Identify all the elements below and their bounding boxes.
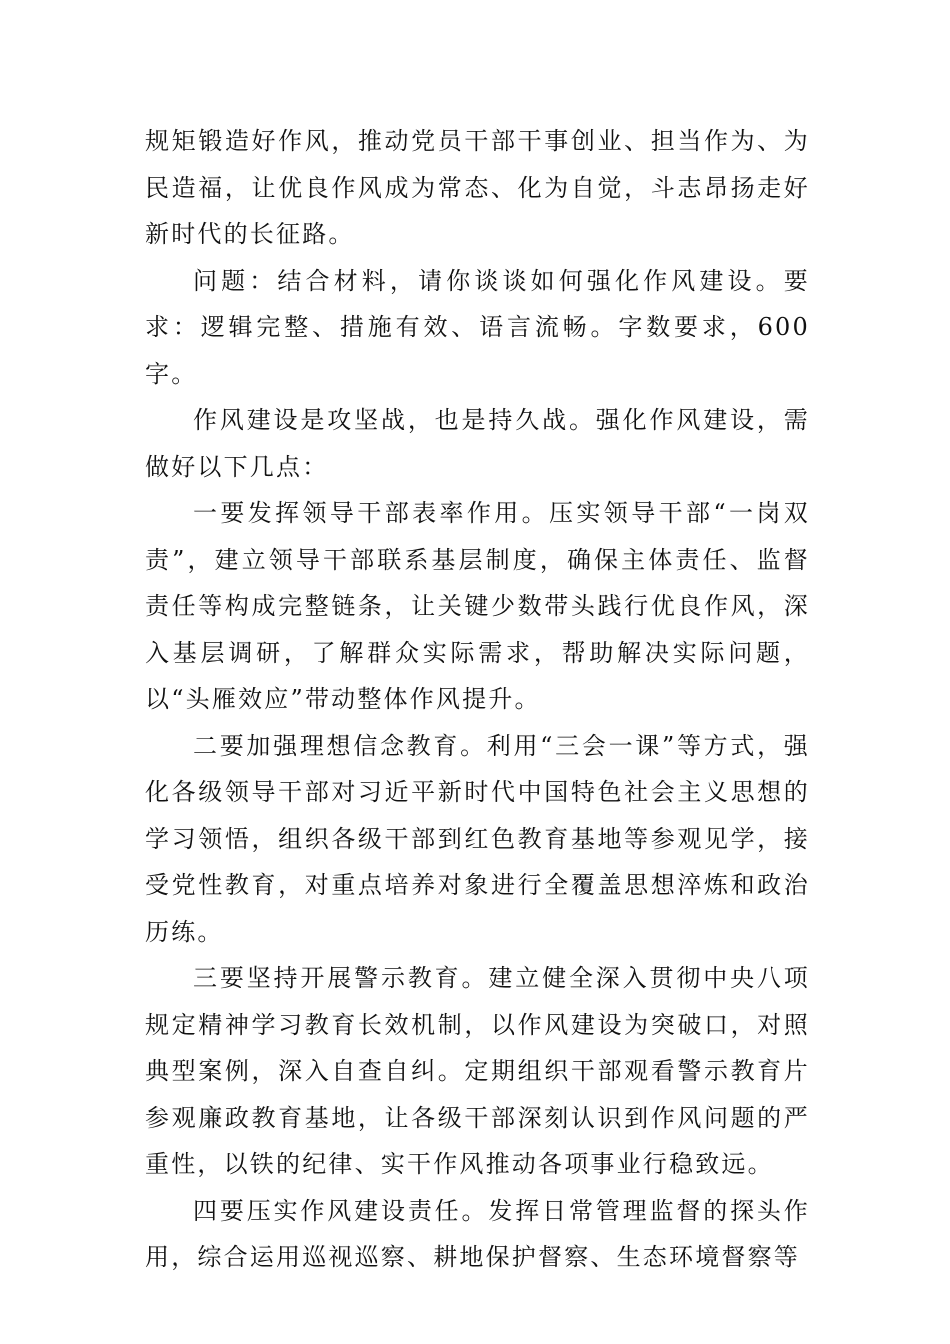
paragraph-intro: 作风建设是攻坚战，也是持久战。强化作风建设，需做好以下几点： (145, 406, 810, 481)
paragraph-point-1: 一要发挥领导干部表率作用。压实领导干部“一岗双责”，建立领导干部联系基层制度，确保主体责任、监督责任等构成完整链条，让关键少数带头践行优良作风，深入基层调研，了解群众实际需求，帮助解决实际问题，以“头雁效应”带动整体作风提升。 (145, 499, 810, 713)
paragraph-point-4: 四要压实作风建设责任。发挥日常管理监督的探头作用，综合运用巡视巡察、耕地保护督察、生态环境督察等 (145, 1196, 810, 1271)
paragraph-continued: 规矩锻造好作风，推动党员干部干事创业、担当作为、为民造福，让优良作风成为常态、化为自觉，斗志昂扬走好新时代的长征路。 (145, 127, 810, 248)
paragraph-question: 问题：结合材料，请你谈谈如何强化作风建设。要求：逻辑完整、措施有效、语言流畅。字数要求，600字。 (145, 266, 810, 388)
paragraph-point-2: 二要加强理想信念教育。利用“三会一课”等方式，强化各级领导干部对习近平新时代中国特色社会主义思想的学习领悟，组织各级干部到红色教育基地等参观见学，接受党性教育，对重点培养对象进行全覆盖思想淬炼和政治历练。 (145, 731, 810, 946)
paragraph-point-3: 三要坚持开展警示教育。建立健全深入贯彻中央八项规定精神学习教育长效机制，以作风建设为突破口，对照典型案例，深入自查自纠。定期组织干部观看警示教育片参观廉政教育基地，让各级干部深刻认识到作风问题的严重性，以铁的纪律、实干作风推动各项事业行稳致远。 (145, 964, 810, 1178)
document-body (145, 118, 810, 1281)
